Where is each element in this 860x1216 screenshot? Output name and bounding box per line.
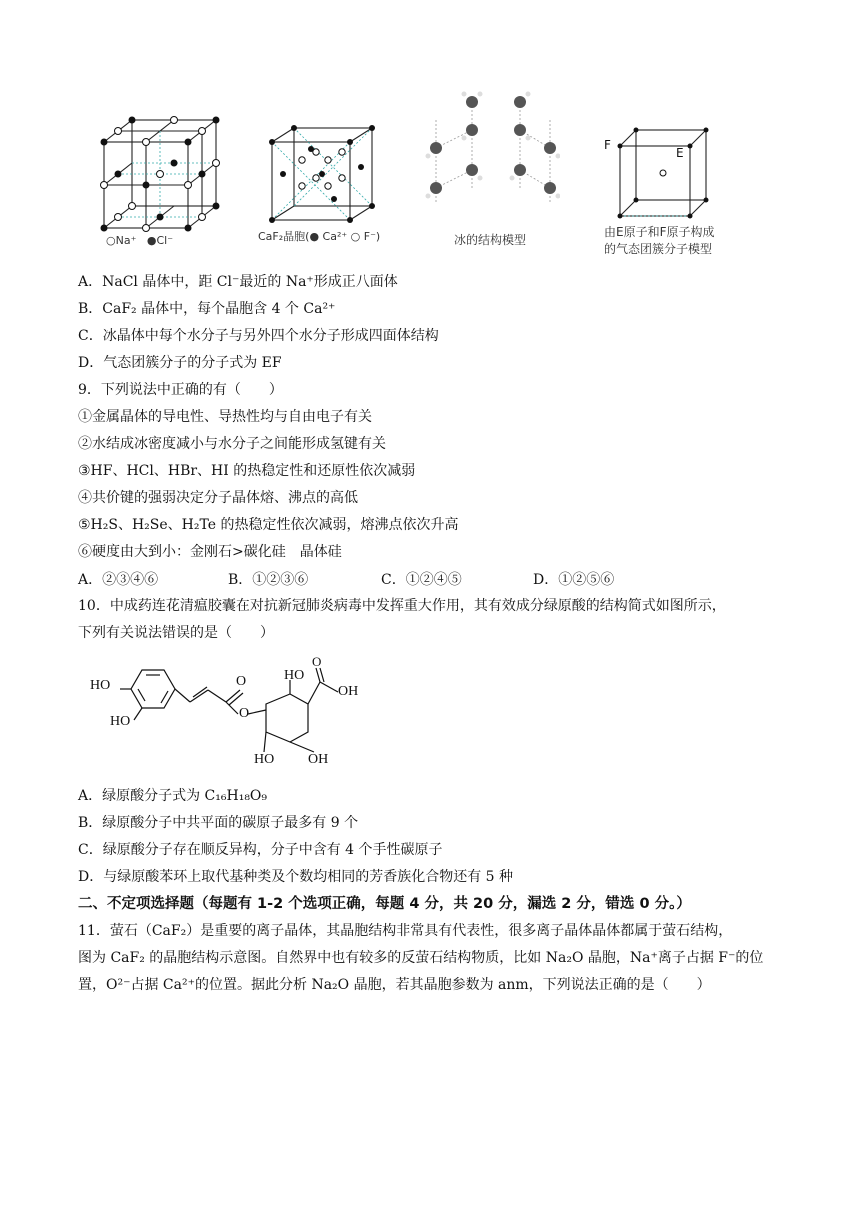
q9-stem: 9．下列说法中正确的有（ ） [78,382,283,398]
cl-legend-marker: ● [146,234,157,247]
q10-option-c: C．绿原酸分子存在顺反异构，分子中含有 4 个手性碳原子 [78,842,443,858]
q9-option-d: D．①②⑤⑥ [533,572,615,588]
ice-caption: 冰的结构模型 [454,233,527,247]
q8-option-b: B．CaF₂ 晶体中，每个晶胞含 4 个 Ca²⁺ [78,301,336,317]
caf2-figure [268,124,380,224]
cluster-label-f: F [604,138,611,152]
ice-figure [424,84,560,216]
na-legend-marker: ○ [106,234,116,247]
structure-label-o-ester: O [239,706,250,721]
q8-option-a: A．NaCl 晶体中，距 Cl⁻最近的 Na⁺形成正八面体 [78,274,398,290]
q11-line1: 11．萤石（CaF₂）是重要的离子晶体，其晶胞结构非常具有代表性，很多离子晶体晶体都属于萤石结构， [78,923,733,939]
q9-statement-2: ②水结成冰密度减小与水分子之间能形成氢键有关 [78,436,386,452]
q10-stem-line1: 10．中成药连花清瘟胶囊在对抗新冠肺炎病毒中发挥重大作用，其有效成分绿原酸的结构简式如图所示， [78,598,726,614]
structure-label-ho-3: HO [284,668,305,683]
structure-label-ho-2: HO [110,714,131,729]
q8-option-c: C．冰晶体中每个水分子与另外四个水分子形成四面体结构 [78,328,439,344]
q9-statement-6: ⑥硬度由大到小：金刚石>碳化硅 晶体硅 [78,544,342,560]
q8-option-d: D．气态团簇分子的分子式为 EF [78,355,282,371]
ice-structure-diagram [424,84,560,216]
q10-stem-line2: 下列有关说法错误的是（ ） [78,625,274,641]
q9-statement-4: ④共价键的强弱决定分子晶体熔、沸点的高低 [78,490,358,506]
structure-label-oh-2: OH [308,752,329,767]
cluster-caption-line2: 的气态团簇分子模型 [604,242,713,256]
q9-statement-3: ③HF、HCl、HBr、HI 的热稳定性和还原性依次减弱 [78,463,416,479]
cluster-figure [600,124,720,220]
section2-title: 二、不定项选择题（每题有 1-2 个选项正确，每题 4 分，共 20 分，漏选 2 分，错选 0 分。） [78,896,691,912]
q9-option-c: C．①②④⑤ [381,572,462,588]
structure-label-ho-1: HO [90,678,111,693]
q9-statement-1: ①金属晶体的导电性、导热性均与自由电子有关 [78,409,372,425]
cluster-molecule-diagram [600,124,720,220]
q9-option-b: B．①②③⑥ [228,572,309,588]
q10-option-b: B．绿原酸分子中共平面的碳原子最多有 9 个 [78,815,359,831]
structure-label-ho-4: HO [254,752,275,767]
structure-label-o-acid: O [312,654,322,669]
q9-option-a: A．②③④⑥ [78,572,159,588]
na-legend-label: Na⁺ [115,234,137,247]
q11-line2: 图为 CaF₂ 的晶胞结构示意图。自然界中也有较多的反萤石结构物质，比如 Na₂O 晶胞，Na⁺离子占据 F⁻的位 [78,950,764,966]
cl-legend-label: Cl⁻ [156,234,174,247]
q11-line3: 置，O²⁻占据 Ca²⁺的位置。据此分析 Na₂O 晶胞，若其晶胞参数为 anm，下列说法正确的是（ ） [78,977,711,993]
caf2-caption: CaF₂晶胞(● Ca²⁺ ○ F⁻) [258,230,381,243]
q10-option-d: D．与绿原酸苯环上取代基种类及个数均相同的芳香族化合物还有 5 种 [78,869,514,885]
nacl-figure [96,112,226,252]
structure-label-oh-1: OH [338,684,359,699]
q9-statement-5: ⑤H₂S、H₂Se、H₂Te 的热稳定性依次减弱，熔沸点依次升高 [78,517,459,533]
structure-label-o-carbonyl: O [236,674,247,689]
q10-option-a: A．绿原酸分子式为 C₁₆H₁₈O₉ [78,788,268,804]
nacl-lattice-diagram [96,112,226,252]
caf2-lattice-diagram [268,124,380,224]
cluster-caption-line1: 由E原子和F原子构成 [604,225,715,239]
nacl-legend [106,234,173,247]
chlorogenic-acid-structure [80,654,380,774]
cluster-label-e: E [676,146,684,160]
